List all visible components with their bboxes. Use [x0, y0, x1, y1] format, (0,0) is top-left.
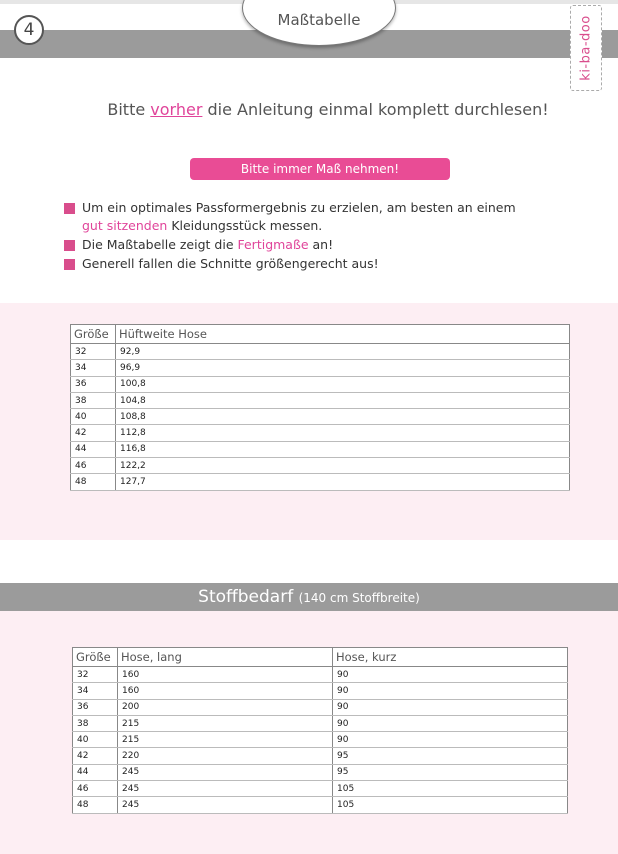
cell: 215: [118, 732, 333, 748]
cell: 38: [71, 392, 116, 408]
table-row: [71, 441, 570, 457]
table-row: [73, 699, 568, 715]
bullet-square-icon: [64, 240, 75, 251]
cell: 32: [71, 344, 116, 360]
fabric-subtitle: (140 cm Stoffbreite): [298, 591, 420, 605]
cell: 90: [333, 683, 568, 699]
column-header: Hüftweite Hose: [116, 325, 570, 344]
cell: 40: [71, 409, 116, 425]
intro-before: Bitte: [107, 100, 151, 119]
cell: 36: [73, 699, 118, 715]
bullet-square-icon: [64, 259, 75, 270]
cell: 44: [73, 764, 118, 780]
cell: 90: [333, 715, 568, 731]
column-header: Größe: [71, 325, 116, 344]
cell: 38: [73, 715, 118, 731]
cell: 122,2: [116, 458, 570, 474]
table-row: [71, 360, 570, 376]
bullet-text: Kleidungsstück messen.: [167, 218, 323, 233]
cell: 34: [73, 683, 118, 699]
logo-text: ki-ba-doo: [578, 15, 594, 81]
table-row: [71, 458, 570, 474]
cell: 42: [71, 425, 116, 441]
table-row: [71, 474, 570, 490]
bullet-item: [64, 199, 584, 235]
bullet-list: [64, 199, 584, 274]
logo: [570, 5, 602, 91]
table-row: [71, 409, 570, 425]
bullet-highlight: gut sitzenden: [82, 218, 168, 233]
bullet-text: Generell fallen die Schnitte größengerecht aus!: [82, 256, 379, 271]
cell: 42: [73, 748, 118, 764]
table-row: [71, 376, 570, 392]
cell: 95: [333, 748, 568, 764]
cell: 220: [118, 748, 333, 764]
cell: 105: [333, 781, 568, 797]
cell: 160: [118, 683, 333, 699]
table-row: [73, 781, 568, 797]
cell: 95: [333, 764, 568, 780]
table-header-row: [71, 325, 570, 344]
cell: 245: [118, 764, 333, 780]
table-row: [71, 425, 570, 441]
cell: 200: [118, 699, 333, 715]
table-row: [71, 392, 570, 408]
fabric-title: Stoffbedarf: [198, 587, 294, 607]
table-row: [73, 732, 568, 748]
bullet-text: an!: [308, 237, 334, 252]
table-row: [73, 683, 568, 699]
cell: 36: [71, 376, 116, 392]
cell: 116,8: [116, 441, 570, 457]
page-number: 4: [14, 15, 44, 45]
bullet-highlight: Fertigmaße: [237, 237, 309, 252]
cell: 46: [71, 458, 116, 474]
fabric-table: [72, 647, 568, 814]
cell: 215: [118, 715, 333, 731]
cell: 34: [71, 360, 116, 376]
cell: 46: [73, 781, 118, 797]
table-row: [73, 764, 568, 780]
cell: 92,9: [116, 344, 570, 360]
cell: 104,8: [116, 392, 570, 408]
cell: 44: [71, 441, 116, 457]
cell: 160: [118, 667, 333, 683]
bullet-text: Die Maßtabelle zeigt die: [82, 237, 238, 252]
bullet-square-icon: [64, 203, 75, 214]
size-table: [70, 324, 570, 491]
cell: 245: [118, 781, 333, 797]
cell: 127,7: [116, 474, 570, 490]
cell: 90: [333, 732, 568, 748]
bullet-item: [64, 236, 584, 254]
cell: 40: [73, 732, 118, 748]
cell: 100,8: [116, 376, 570, 392]
cell: 96,9: [116, 360, 570, 376]
intro-text: [0, 100, 618, 119]
table-row: [73, 797, 568, 813]
table-row: [73, 715, 568, 731]
cell: 90: [333, 699, 568, 715]
bullet-text: Um ein optimales Passformergebnis zu erzielen, am besten an einem: [82, 200, 516, 215]
column-header: Größe: [73, 648, 118, 667]
cell: 48: [71, 474, 116, 490]
table-row: [73, 748, 568, 764]
column-header: Hose, kurz: [333, 648, 568, 667]
page-title: Maßtabelle: [277, 11, 361, 29]
cell: 48: [73, 797, 118, 813]
cell: 108,8: [116, 409, 570, 425]
column-header: Hose, lang: [118, 648, 333, 667]
notice-banner: Bitte immer Maß nehmen!: [190, 158, 450, 180]
intro-after: die Anleitung einmal komplett durchlesen!: [202, 100, 549, 119]
table-row: [71, 344, 570, 360]
cell: 32: [73, 667, 118, 683]
cell: 90: [333, 667, 568, 683]
cell: 112,8: [116, 425, 570, 441]
cell: 245: [118, 797, 333, 813]
cell: 105: [333, 797, 568, 813]
intro-highlight: vorher: [150, 100, 203, 119]
table-row: [73, 667, 568, 683]
table-header-row: [73, 648, 568, 667]
bullet-item: [64, 255, 584, 273]
fabric-title-bar: [0, 583, 618, 611]
